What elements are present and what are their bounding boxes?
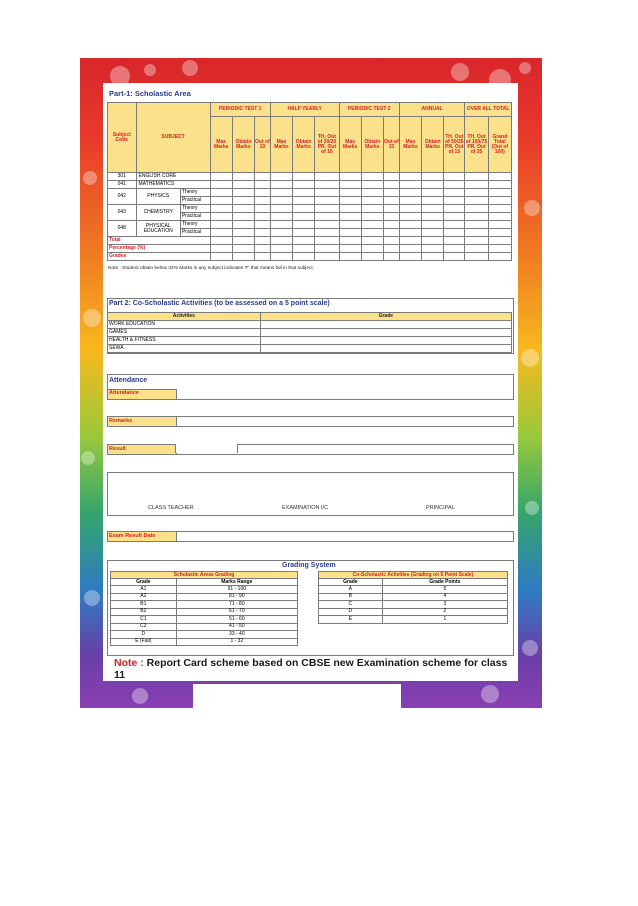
table-row <box>108 205 512 213</box>
grade-points-col-header: Grade Points <box>382 579 507 586</box>
points-cell: 5 <box>382 586 507 594</box>
co-scholastic-grading-table <box>318 571 508 624</box>
grade-cell: C1 <box>111 616 177 624</box>
grade-col-header: Grade <box>319 579 383 586</box>
hy-obtain-marks: Obtain Marks <box>293 117 315 173</box>
subject-part: Practical <box>180 213 210 221</box>
table-row <box>108 245 512 253</box>
table-row <box>319 601 508 609</box>
range-cell: 51 - 60 <box>176 616 297 624</box>
table-row <box>319 608 508 616</box>
subject-part: Practical <box>180 197 210 205</box>
table-row <box>111 601 298 609</box>
table-row <box>108 181 512 189</box>
subject-code-header: Subject Code <box>108 103 137 173</box>
grade-cell: E (Fail) <box>111 638 177 646</box>
part2-title: Part 2: Co-Scholastic Activities (to be assessed on a 5 point scale) <box>109 300 330 307</box>
marks-range-col-header: Marks Range <box>176 579 297 586</box>
grade-cell: A2 <box>111 593 177 601</box>
table-row <box>108 253 512 261</box>
table-row <box>111 616 298 624</box>
fail-note: Note : Student obtain below 33% Marks in any subject indicates 'F' that means fail in that subject <box>108 266 313 271</box>
subject-code: 043 <box>108 205 137 221</box>
grade-cell: E <box>319 616 383 624</box>
exam-result-date-label: Exam Result Date <box>109 533 156 539</box>
footer-note-text: Report Card scheme based on CBSE new Examination scheme for class 11 <box>114 657 508 681</box>
grade-cell: D <box>111 631 177 639</box>
result-value-cell <box>175 444 238 453</box>
scholastic-grading-title: Scholastic Areas Grading <box>111 572 298 579</box>
table-row <box>111 593 298 601</box>
class-teacher-signature: CLASS TEACHER <box>148 505 194 511</box>
list-item <box>108 329 512 337</box>
percentage-row-label: Percentage (%) <box>108 245 211 253</box>
points-cell: 2 <box>382 608 507 616</box>
result-label: Result <box>109 446 126 452</box>
activity-label: WORK EDUCATION <box>108 321 261 329</box>
half-yearly-header: HALF YEARLY <box>270 103 339 117</box>
range-cell: 61 - 70 <box>176 608 297 616</box>
range-cell: 71 - 80 <box>176 601 297 609</box>
remarks-label: Remarks <box>109 418 133 424</box>
part1-title: Part-1: Scholastic Area <box>109 89 191 98</box>
bottom-white-tab <box>193 684 401 708</box>
range-cell: 1 - 32 <box>176 638 297 646</box>
subject-name: MATHEMATICS <box>136 181 210 189</box>
annual-header: ANNUAL <box>399 103 465 117</box>
grading-system-title: Grading System <box>282 562 336 569</box>
table-row <box>319 586 508 594</box>
grade-cell: D <box>319 608 383 616</box>
subject-code: 041 <box>108 181 137 189</box>
exam-ic-signature: EXAMINATION I/C <box>282 505 329 511</box>
subject-name: CHEMISTRY <box>136 205 180 221</box>
pt2-out-of-10: Out of 10 <box>383 117 399 173</box>
subject-part: Practical <box>180 229 210 237</box>
table-row <box>111 623 298 631</box>
table-row <box>108 173 512 181</box>
ov-grand-total: Grand Total (Out of 100) <box>488 117 511 173</box>
points-cell: 3 <box>382 601 507 609</box>
pt1-obtain-marks: Obtain Marks <box>232 117 254 173</box>
range-cell: 91 - 100 <box>176 586 297 594</box>
subject-code: 042 <box>108 189 137 205</box>
activity-label: SEWA <box>108 345 261 353</box>
table-row <box>111 638 298 646</box>
points-cell: 4 <box>382 593 507 601</box>
co-scholastic-grading-title: Co-Scholastic Activities (Grading on 5 Point Scale) <box>319 572 508 579</box>
scholastic-table <box>107 102 512 261</box>
an-th-pr: TH. Out of 50/35 PR. Out of 15 <box>444 117 465 173</box>
table-row <box>111 608 298 616</box>
subject-code: 301 <box>108 173 137 181</box>
grade-cell: B <box>319 593 383 601</box>
grade-cell: C <box>319 601 383 609</box>
attendance-label: Attendance <box>109 390 139 396</box>
subject-part: Theory <box>180 221 210 229</box>
grade-cell: A <box>319 586 383 594</box>
pt1-out-of-10: Out of 10 <box>254 117 270 173</box>
table-row <box>111 631 298 639</box>
grade-cell: A1 <box>111 586 177 594</box>
range-cell: 81 - 90 <box>176 593 297 601</box>
table-row <box>319 616 508 624</box>
subject-code: 048 <box>108 221 137 237</box>
grade-cell: C2 <box>111 623 177 631</box>
table-row <box>108 221 512 229</box>
footer-note <box>114 657 514 681</box>
subject-name: PHYSICS <box>136 189 180 205</box>
ov-th-pr: TH. Out of 100/75 PR. Out of 25 <box>465 117 488 173</box>
subject-part: Theory <box>180 189 210 197</box>
pt2-max-marks: Max Marks <box>339 117 361 173</box>
range-cell: 41 - 50 <box>176 623 297 631</box>
pt2-obtain-marks: Obtain Marks <box>361 117 383 173</box>
table-row <box>108 189 512 197</box>
scholastic-grading-table <box>110 571 298 646</box>
subject-name: ENGLISH CORE <box>136 173 210 181</box>
table-row <box>111 586 298 594</box>
footer-note-label: Note : <box>114 657 144 669</box>
list-item <box>108 321 512 329</box>
grade-header: Grade <box>260 313 511 321</box>
table-row <box>108 237 512 245</box>
total-row-label: Total <box>108 237 211 245</box>
grade-col-header: Grade <box>111 579 177 586</box>
subject-part: Theory <box>180 205 210 213</box>
hy-th-pr: TH. Out of 30/20 PR. Out of 10 <box>315 117 339 173</box>
periodic-test-1-header: PERIODIC TEST 1 <box>210 103 270 117</box>
pt1-max-marks: Max Marks <box>210 117 232 173</box>
points-cell: 1 <box>382 616 507 624</box>
grade-cell: B2 <box>111 608 177 616</box>
range-cell: 33 - 40 <box>176 631 297 639</box>
table-row <box>319 593 508 601</box>
hy-max-marks: Max Marks <box>270 117 292 173</box>
subject-header: SUBJECT <box>136 103 210 173</box>
overall-total-header: OVER ALL TOTAL <box>465 103 512 117</box>
attendance-title: Attendance <box>109 377 148 384</box>
an-max-marks: Max Marks <box>399 117 421 173</box>
grades-row-label: Grades <box>108 253 211 261</box>
an-obtain-marks: Obtain Marks <box>422 117 444 173</box>
list-item <box>108 345 512 353</box>
activity-label: GAMES <box>108 329 261 337</box>
subject-name: PHYSICAL EDUCATION <box>136 221 180 237</box>
activities-header: Activities <box>108 313 261 321</box>
co-scholastic-table <box>107 312 512 353</box>
list-item <box>108 337 512 345</box>
grade-cell: B1 <box>111 601 177 609</box>
periodic-test-2-header: PERIODIC TEST 2 <box>339 103 399 117</box>
activity-label: HEALTH & FITNESS <box>108 337 261 345</box>
principal-signature: PRINCIPAL <box>426 505 455 511</box>
